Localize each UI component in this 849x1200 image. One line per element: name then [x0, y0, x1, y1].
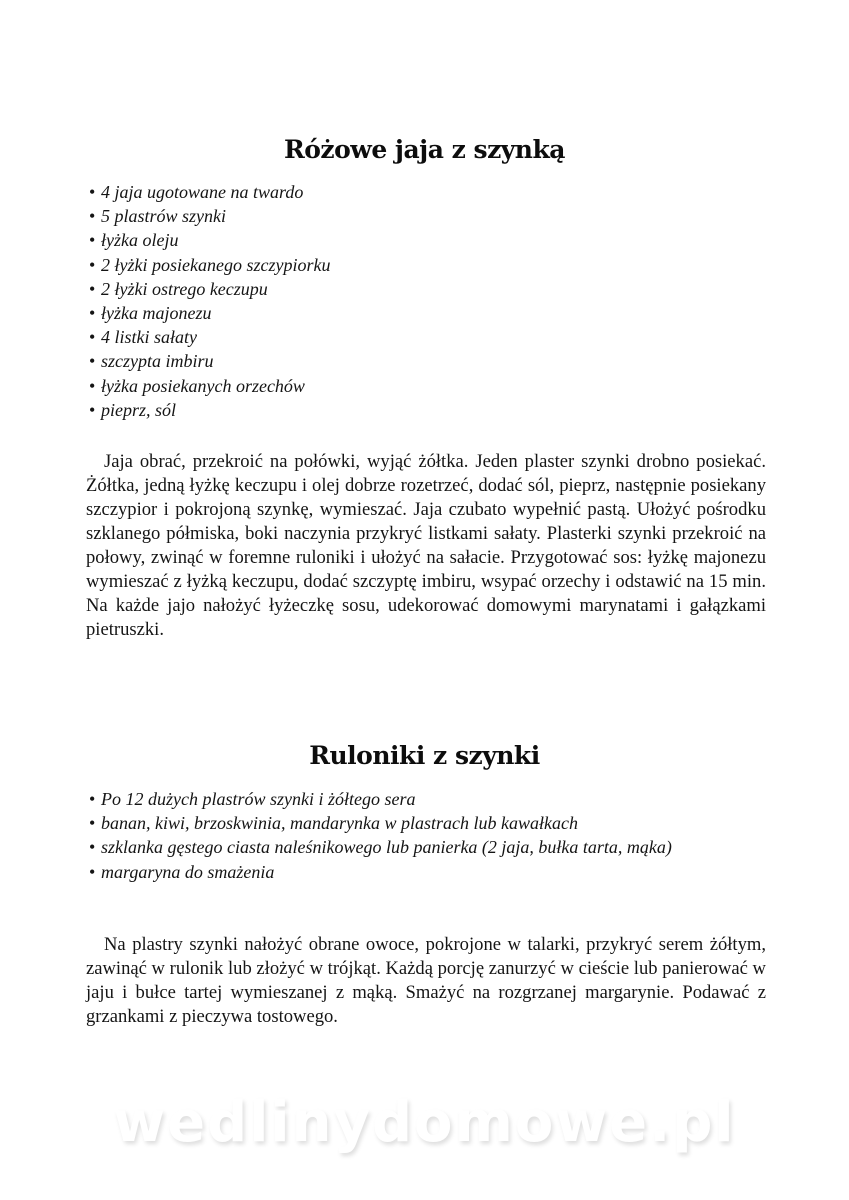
ingredient-item: • łyżka oleju	[89, 228, 330, 252]
bullet-icon: •	[89, 789, 96, 809]
ingredient-item: • szklanka gęstego ciasta naleśnikowego lub panierka (2 jaja, bułka tarta, mąka)	[89, 835, 761, 859]
ingredient-item: • pieprz, sól	[89, 398, 330, 422]
ingredient-item: • łyżka majonezu	[89, 301, 330, 325]
bullet-icon: •	[89, 351, 96, 372]
ingredient-item: • Po 12 dużych plastrów szynki i żółtego sera	[89, 787, 761, 811]
bullet-icon: •	[89, 861, 96, 882]
ingredient-list	[89, 787, 761, 884]
bullet-icon: •	[89, 303, 96, 324]
watermark: wedlinydomowe.pl	[113, 1090, 736, 1155]
ingredient-item: • 5 plastrów szynki	[89, 204, 330, 228]
recipe-instructions: Na plastry szynki nałożyć obrane owoce, pokrojone w talarki, przykryć serem żółtym, zawinąć w rulonik lub złożyć w trójkąt. Każdą porcję zanurzyć w cieście lub panierować w jaju i bułce tartej wymieszanej z mąką. Smażyć na rozgrzanej margarynie. Podawać z grzankami z pieczywa tostowego.	[86, 934, 766, 1027]
ingredient-item: • 4 listki sałaty	[89, 325, 330, 349]
bullet-icon: •	[89, 327, 96, 348]
ingredient-item: • 2 łyżki ostrego keczupu	[89, 277, 330, 301]
bullet-icon: •	[89, 254, 96, 275]
recipe-title: Różowe jaja z szynką	[283, 135, 566, 164]
ingredient-item: • banan, kiwi, brzoskwinia, mandarynka w plastrach lub kawałkach	[89, 811, 761, 835]
bullet-icon: •	[89, 206, 96, 227]
bullet-icon: •	[89, 837, 96, 858]
ingredient-item: • 4 jaja ugotowane na twardo	[89, 180, 330, 204]
bullet-icon: •	[89, 278, 96, 299]
ingredient-item: • łyżka posiekanych orzechów	[89, 374, 330, 398]
bullet-icon: •	[89, 813, 96, 834]
ingredient-item: • 2 łyżki posiekanego szczypiorku	[89, 253, 330, 277]
bullet-icon: •	[89, 375, 96, 396]
ingredient-list	[89, 180, 330, 422]
bullet-icon: •	[89, 230, 96, 251]
recipe-instructions: Jaja obrać, przekroić na połówki, wyjąć żółtka. Jeden plaster szynki drobno posiekać. Żółtka, jedną łyżkę keczupu i olej dobrze rozetrzeć, dodać sól, pieprz, następnie posiekany szczypior i pokrojoną szynkę, wymieszać. Jaja czubato wypełnić pastą. Ułożyć pośrodku szklanego półmiska, boki naczynia przykryć listkami sałaty. Plasterki szynki przekroić na połowy, zwinąć w foremne ruloniki i ułożyć na sałacie. Przygotować sos: łyżkę majonezu wymieszać z łyżką keczupu, dodać szczyptę imbiru, wsypać orzechy i odstawić na 15 min. Na każde jajo nałożyć łyżeczkę sosu, udekorować domowymi marynatami i gałązkami pietruszki.	[86, 451, 766, 640]
ingredient-item: • szczypta imbiru	[89, 349, 330, 373]
bullet-icon: •	[89, 399, 96, 420]
bullet-icon: •	[89, 182, 96, 202]
recipe-title: Ruloniki z szynki	[309, 741, 540, 770]
ingredient-item: • margaryna do smażenia	[89, 860, 761, 884]
